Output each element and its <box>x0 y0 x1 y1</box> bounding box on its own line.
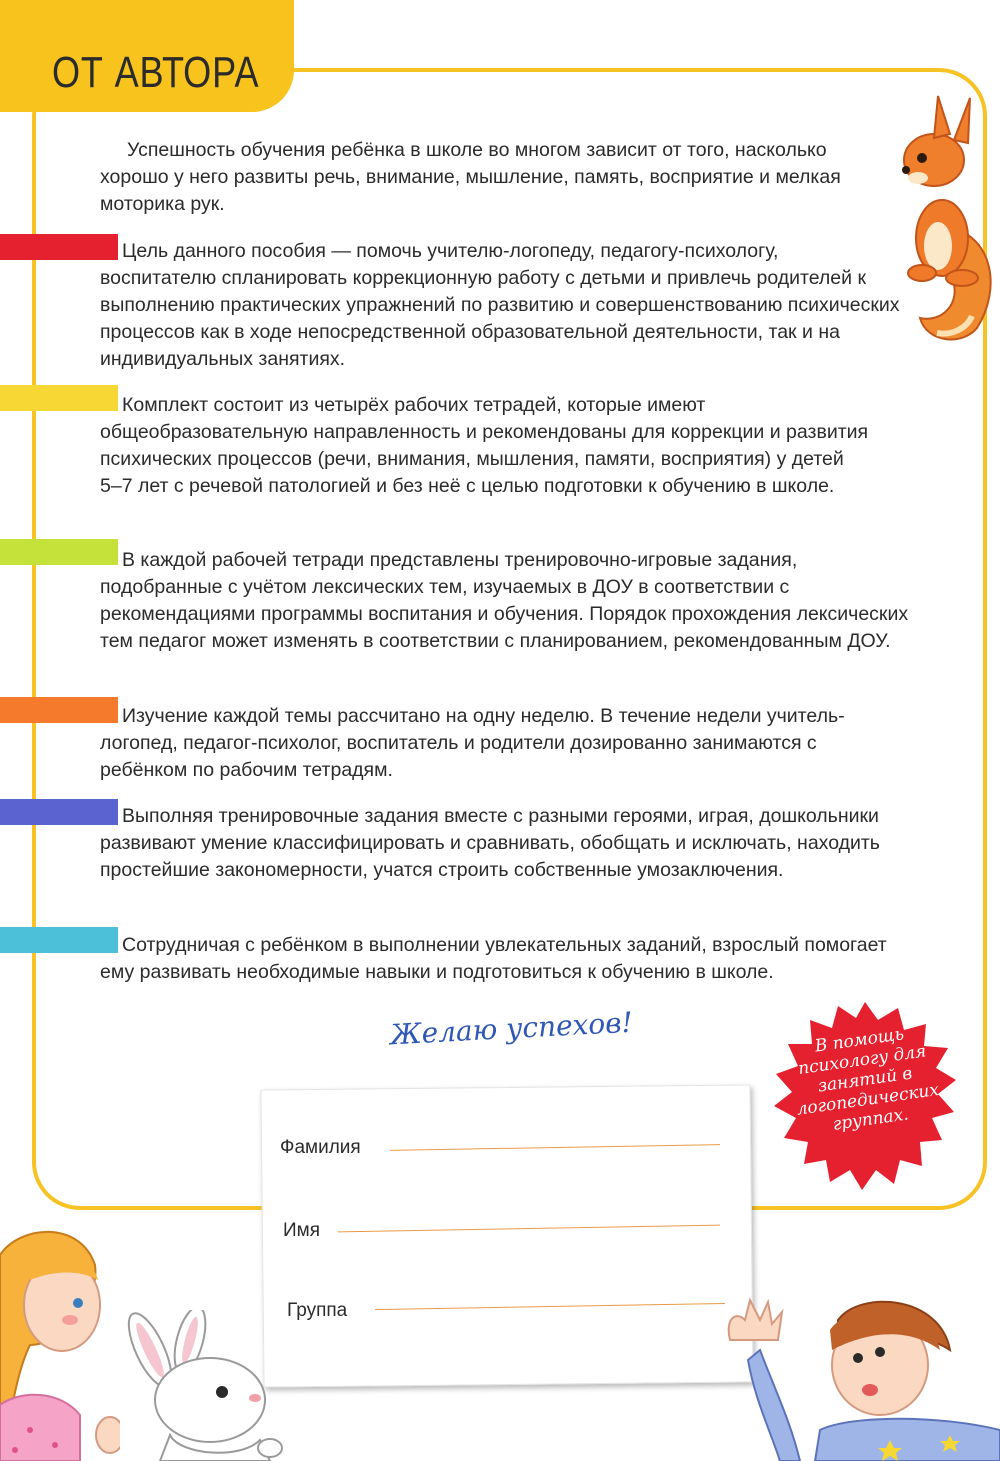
bunny-illustration <box>110 1310 290 1461</box>
intro-paragraph: Успешность обучения ребёнка в школе во многом зависит от того, насколько хорошо у него развиты речь, внимание, мышление, память, восприятие и мелкая моторика рук. <box>100 139 841 215</box>
paragraph-skills: Выполняя тренировочные задания вместе с разными героями, играя, дошкольники развивают умение классифицировать и сравнивать, обобщать и исключать, находить простейшие закономерности, учатся строить собственные умозаключения. <box>100 805 880 881</box>
name-card <box>260 1084 753 1387</box>
group-label: Группа <box>287 1300 348 1321</box>
squirrel-illustration <box>892 88 1000 348</box>
paragraph-schedule: Изучение каждой темы рассчитано на одну неделю. В течение недели учитель-логопед, педагог-психолог, воспитатель и родители дозированно занимаются с ребёнком по рабочим тетрадям. <box>100 705 845 781</box>
surname-label: Фамилия <box>280 1137 361 1158</box>
page-title: ОТ АВТОРА <box>52 48 260 97</box>
boy-illustration <box>720 1290 1000 1461</box>
paragraph-workbooks: В каждой рабочей тетради представлены тренировочно-игровые задания, подобранные с учётом лексических тем, изучаемых в ДОУ в соответствии с рекомендациями программы воспитания и обучения. Порядок прохождения лексических тем педагог может изменять в соответствии с планированием, рекомендованным ДОУ. <box>100 549 909 652</box>
girl-illustration <box>0 1225 120 1461</box>
badge-text: В помощь психологу для занятий в логопедических группах. <box>795 1024 941 1135</box>
wish-text: Желаю успехов! <box>389 1005 634 1052</box>
paragraph-cooperation: Сотрудничая с ребёнком в выполнении увлекательных заданий, взрослый помогает ему развивать необходимые навыки и подготовиться к обучению в школе. <box>100 934 887 983</box>
paragraph-purpose: Цель данного пособия — помочь учителю-логопеду, педагогу-психологу, воспитателю спланировать коррекционную работу с детьми и привлечь родителей к выполнению практических упражнений по развитию и совершенствованию психических процессов как в ходе непосредственной образовательной деятельности, так и на индивидуальных занятиях. <box>100 240 900 370</box>
paragraph-kit: Комплект состоит из четырёх рабочих тетрадей, которые имеют общеобразовательную направленность и рекомендованы для коррекции и развития психических процессов (речи, внимания, мышления, памяти, восприятия) у детей 5–7 лет с речевой патологией и без неё с целью подготовки к обучению в школе. <box>100 394 869 497</box>
name-label: Имя <box>283 1220 321 1241</box>
